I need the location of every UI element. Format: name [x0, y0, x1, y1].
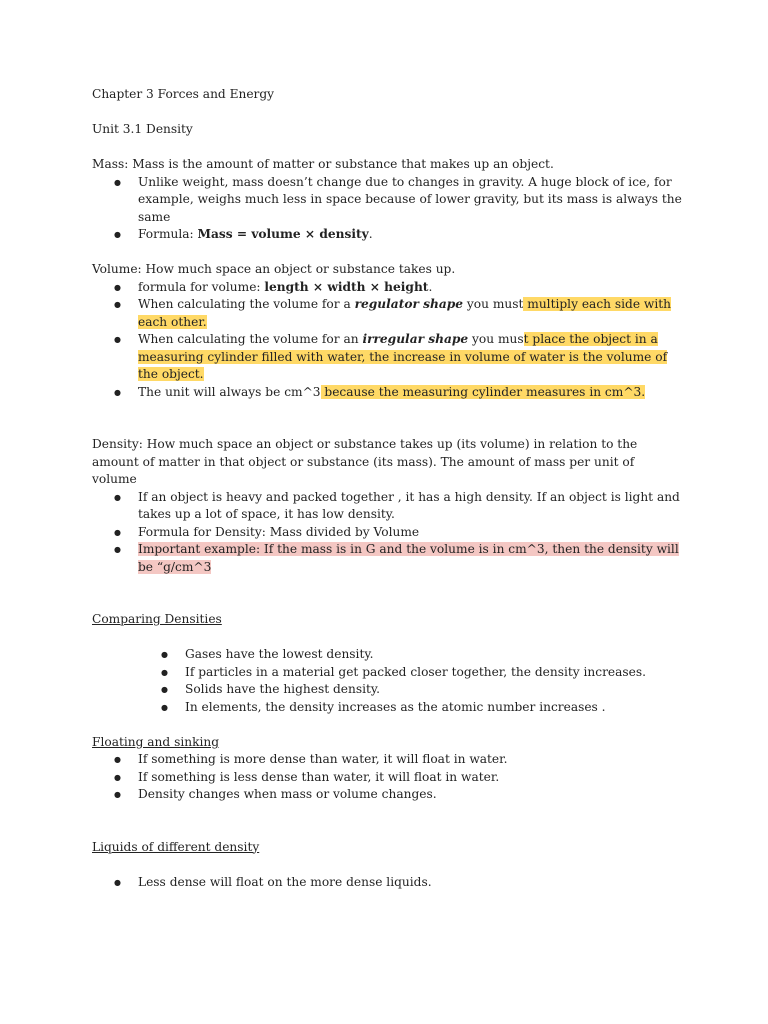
volume-b2-mid: you must [463, 297, 524, 311]
volume-b4-highlight: because the measuring cylinder measures in cm^3. [320, 384, 646, 399]
list-item [92, 384, 682, 402]
volume-b3-mid: you mus [468, 332, 524, 346]
volume-list [92, 279, 682, 402]
floating-list [92, 751, 682, 804]
volume-b1-suffix: . [428, 279, 433, 294]
document-page [92, 86, 682, 891]
density-intro: Density: How much space an object or substance takes up (its volume) in relation to the amount of matter in that object or substance (its mass). The amount of mass per unit of volume [92, 437, 638, 486]
liquids-item-1: Less dense will float on the more dense liquids. [138, 874, 432, 889]
list-item [92, 699, 682, 717]
volume-b3-highlight: t place the object in a measuring cylinder filled with water, the increase in volume of water is the volume of the object. [138, 332, 668, 381]
volume-b3-prefix: When calculating the volume for an [138, 332, 363, 346]
floating-item-1: If something is more dense than water, it will float in water. [138, 752, 508, 766]
density-important-example: Important example: If the mass is in G and the volume is in cm^3, then the density will be “g/cm^3 [138, 542, 679, 574]
comparing-item-2: If particles in a material get packed closer together, the density increases. [185, 664, 647, 679]
list-item [92, 786, 682, 804]
irregular-shape-term: irregular shape [362, 332, 469, 346]
mass-bullet-2-prefix: Formula: [138, 227, 198, 241]
density-list [92, 489, 682, 577]
volume-b2-prefix: When calculating the volume for a [138, 297, 355, 311]
list-item [92, 769, 682, 787]
mass-formula: Mass = volume × density [197, 227, 369, 241]
unit-title: Unit 3.1 Density [92, 122, 193, 136]
list-item [92, 489, 682, 524]
regulator-shape-term: regulator shape [354, 297, 464, 311]
mass-list [92, 174, 682, 244]
list-item [92, 646, 682, 664]
volume-b4-prefix: The unit will always be cm^3 [138, 384, 321, 399]
comparing-list [92, 646, 682, 716]
comparing-heading [92, 611, 682, 629]
list-item [92, 296, 682, 331]
mass-text: Mass is the amount of matter or substance that makes up an object. [128, 157, 554, 171]
list-item [92, 331, 682, 384]
density-bullet-1: If an object is heavy and packed together , it has a high density. If an object is light and takes up a lot of space, it has low density. [138, 489, 680, 521]
list-item [92, 681, 682, 699]
chapter-title: Chapter 3 Forces and Energy [92, 87, 275, 101]
list-item [92, 174, 682, 227]
volume-formula: length × width × height [264, 279, 429, 294]
comparing-item-4: In elements, the density increases as the atomic number increases . [185, 699, 606, 714]
density-bullet-2: Formula for Density: Mass divided by Volume [138, 524, 420, 539]
list-item [92, 279, 682, 297]
mass-bullet-2-suffix: . [368, 227, 373, 241]
mass-bullet-1: Unlike weight, mass doesn’t change due to changes in gravity. A huge block of ice, for example, weighs much less in space because of lower gravity, but its mass is always the same [138, 174, 682, 224]
list-item [92, 751, 682, 769]
list-item [92, 524, 682, 542]
liquids-list [92, 874, 682, 892]
floating-heading [92, 734, 682, 752]
liquids-heading [92, 839, 682, 857]
comparing-item-3: Solids have the highest density. [185, 682, 381, 696]
volume-b2-highlight: multiply each side with each other. [138, 297, 671, 329]
floating-heading-text: Floating and sinking [92, 734, 220, 749]
list-item [92, 874, 682, 892]
comparing-item-1: Gases have the lowest density. [185, 647, 374, 661]
mass-intro [92, 156, 682, 174]
list-item [92, 664, 682, 682]
list-item [92, 226, 682, 244]
mass-label: Mass: [92, 157, 129, 171]
liquids-heading-text: Liquids of different density [92, 839, 260, 854]
volume-intro: Volume: How much space an object or substance takes up. [92, 262, 456, 276]
floating-item-2: If something is less dense than water, it will float in water. [138, 769, 500, 784]
floating-item-3: Density changes when mass or volume changes. [138, 787, 437, 801]
comparing-heading-text: Comparing Densities [92, 612, 222, 626]
list-item [92, 541, 682, 576]
volume-b1-prefix: formula for volume: [138, 279, 265, 294]
